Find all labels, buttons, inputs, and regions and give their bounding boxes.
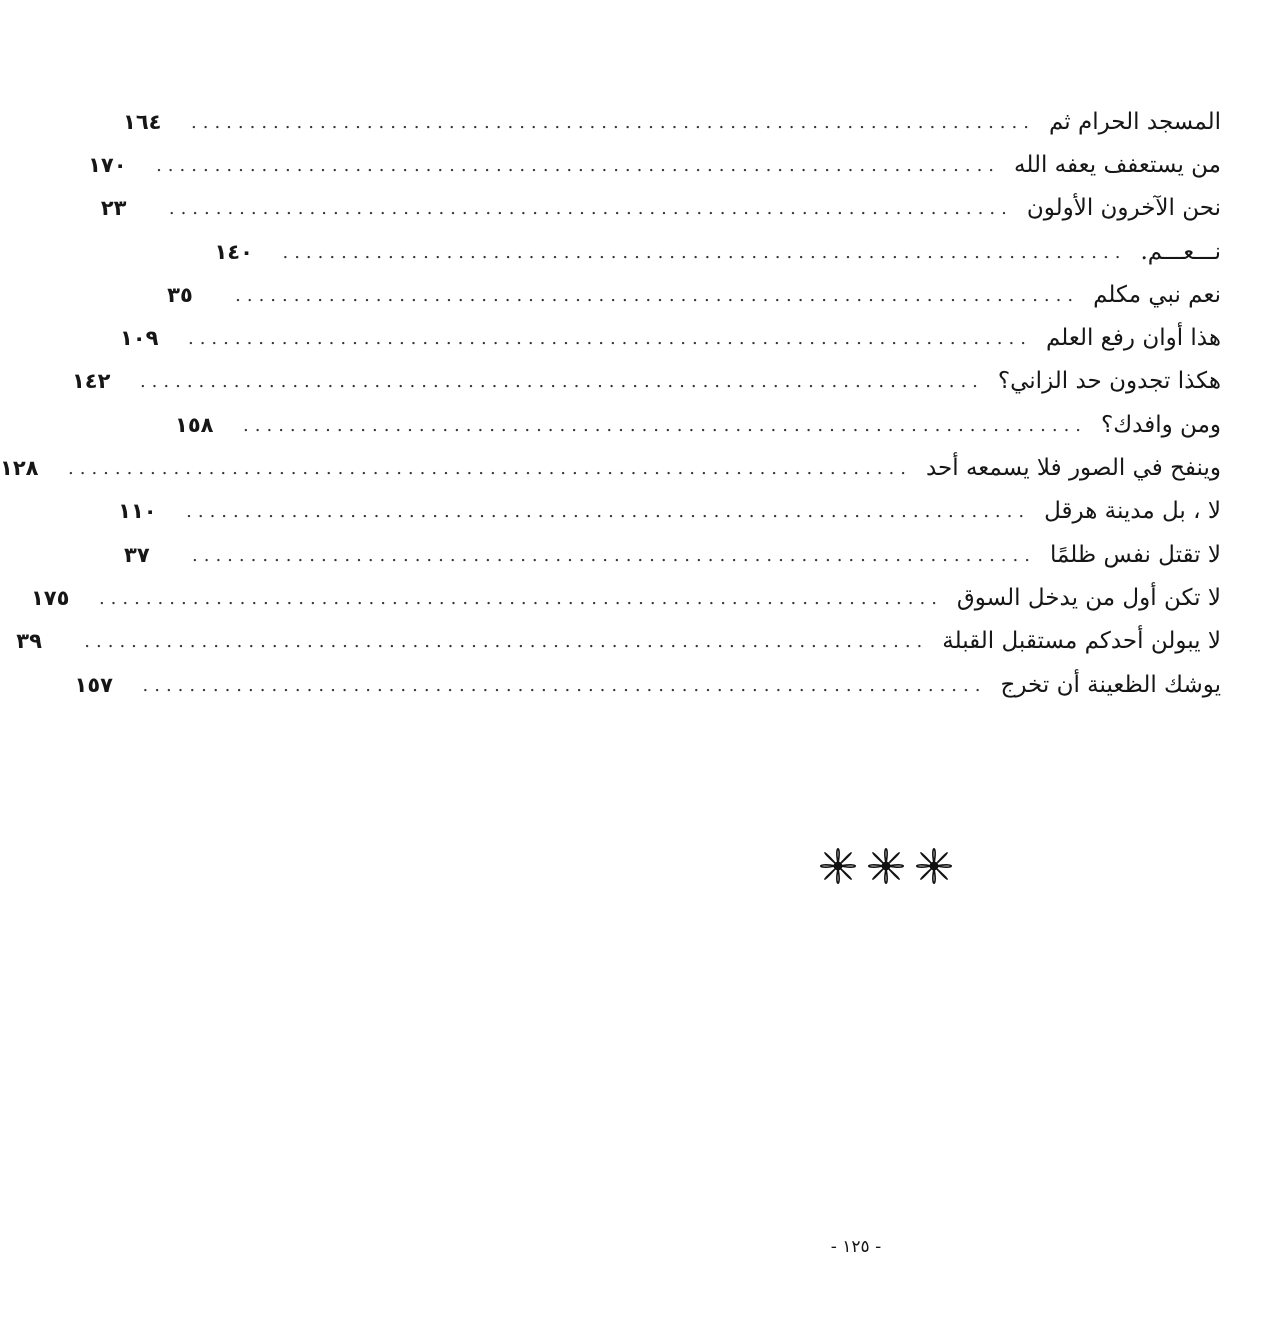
dot-leader: ........................................................................ xyxy=(98,587,943,609)
entry-page-number: ١٥٧ xyxy=(74,672,113,697)
entry-phrase: لا يبولن أحدكم مستقبل القبلة xyxy=(942,628,1221,655)
entry-page-number: ١٠٩ xyxy=(119,326,159,351)
entry-phrase: هكذا تجدون حد الزاني؟ xyxy=(997,368,1221,395)
index-entry xyxy=(175,403,1221,446)
dot-leader: ........................................................................ xyxy=(235,284,1080,306)
dot-leader: ........................................................................ xyxy=(187,328,1032,350)
index-entry xyxy=(123,100,1221,143)
dot-leader: ........................................................................ xyxy=(139,371,984,393)
entry-page-number: ١٤٢ xyxy=(71,369,111,394)
entry-phrase: ومن وافدك؟ xyxy=(1101,411,1221,438)
page-number: - ١٢٥ - xyxy=(830,1237,882,1257)
index-entry xyxy=(118,490,1221,533)
entry-phrase: لا ، بل مدينة هرقل xyxy=(1044,498,1221,525)
dot-leader: ........................................................................ xyxy=(68,458,912,480)
entry-page-number: ٣٥ xyxy=(167,282,193,307)
entry-phrase: نحن الآخرون الأولون xyxy=(1026,195,1221,222)
dot-leader: ........................................................................ xyxy=(156,154,1001,176)
entry-phrase: وينفح في الصور فلا يسمعه أحد xyxy=(925,455,1221,482)
dot-leader: ........................................................................ xyxy=(84,631,929,653)
dot-leader: ........................................................................ xyxy=(186,501,1031,523)
index-entry xyxy=(119,316,1221,359)
triple-flower-ornament-icon xyxy=(811,840,961,892)
index-entry xyxy=(88,143,1221,186)
entry-phrase: لا تكن أول من يدخل السوق xyxy=(956,584,1221,611)
entry-page-number: ١٧٠ xyxy=(88,152,127,177)
entry-page-number: ١٢٨ xyxy=(0,456,39,481)
dot-leader: ........................................................................ xyxy=(192,544,1036,566)
entry-page-number: ١٧٥ xyxy=(30,585,70,610)
dot-leader: ........................................................................ xyxy=(282,241,1127,263)
dot-leader: ........................................................................ xyxy=(168,198,1013,220)
entry-phrase: هذا أوان رفع العلم xyxy=(1045,325,1221,352)
index-entry xyxy=(100,187,1221,230)
index-entry xyxy=(30,576,1221,619)
entry-phrase: نـــعـــم. xyxy=(1140,238,1221,265)
index-entry xyxy=(214,230,1221,273)
entry-page-number: ٣٩ xyxy=(16,629,42,654)
entry-page-number: ١١٠ xyxy=(118,499,157,524)
dot-leader: ........................................................................ xyxy=(142,674,987,696)
entry-phrase: نعم نبي مكلم xyxy=(1093,281,1221,308)
entry-page-number: ١٥٨ xyxy=(175,412,214,437)
index-entry xyxy=(16,620,1221,663)
entry-page-number: ٣٧ xyxy=(124,542,150,567)
entry-phrase: المسجد الحرام ثم xyxy=(1048,108,1221,135)
index-list xyxy=(0,100,1221,706)
entry-page-number: ١٤٠ xyxy=(214,239,253,264)
entry-page-number: ٢٣ xyxy=(100,196,127,221)
index-entry xyxy=(124,533,1221,576)
dot-leader: ........................................................................ xyxy=(243,414,1088,436)
entry-phrase: لا تقتل نفس ظلمًا xyxy=(1049,541,1221,568)
index-entry xyxy=(71,360,1221,403)
dot-leader: ........................................................................ xyxy=(191,111,1035,133)
index-entry xyxy=(167,273,1221,316)
index-entry xyxy=(0,446,1221,489)
entry-page-number: ١٦٤ xyxy=(123,109,162,134)
entry-phrase: يوشك الظعينة أن تخرج xyxy=(1000,671,1221,698)
entry-phrase: من يستعفف يعفه الله xyxy=(1014,151,1221,178)
index-entry xyxy=(74,663,1221,706)
